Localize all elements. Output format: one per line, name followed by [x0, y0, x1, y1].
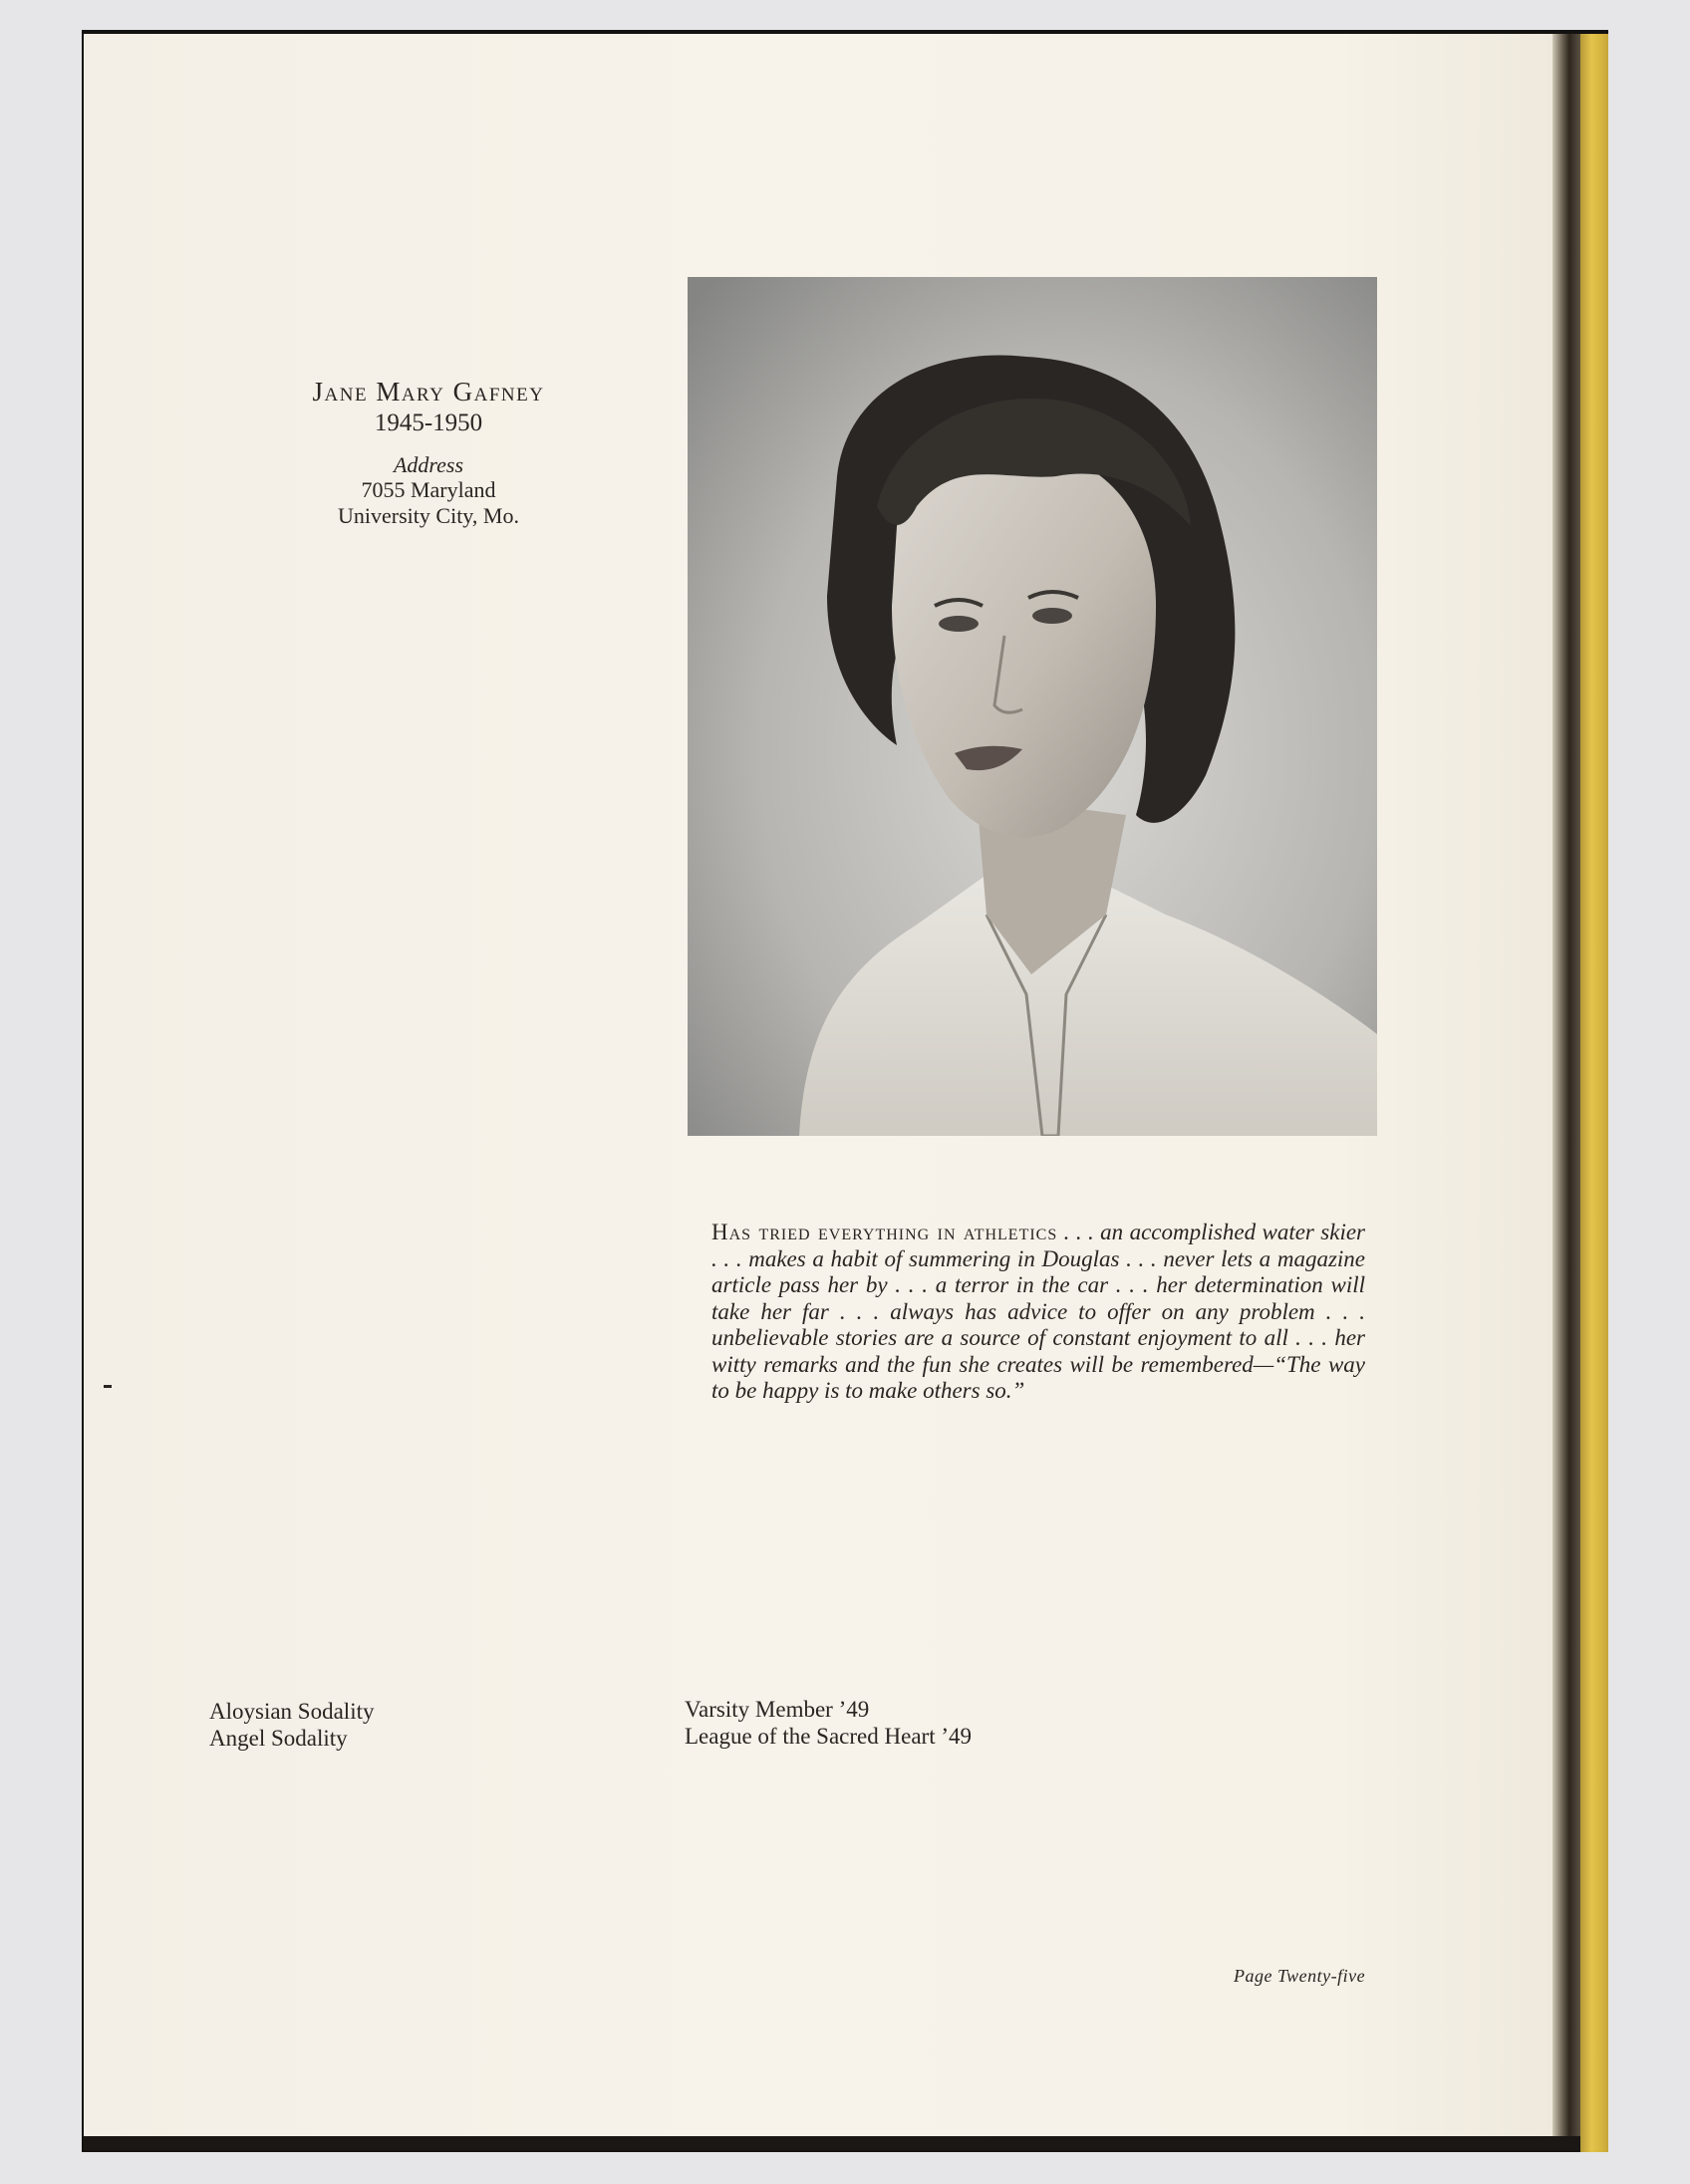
activity-item: Varsity Member ’49 — [685, 1697, 870, 1722]
activity-item: Aloysian Sodality — [209, 1699, 375, 1724]
page-bottom-edge — [84, 2136, 1580, 2150]
activity-item: Angel Sodality — [209, 1726, 348, 1751]
activities-list-left — [209, 1698, 374, 1752]
student-portrait-photo — [688, 277, 1377, 1136]
address-label: Address — [393, 451, 464, 477]
student-info-block — [179, 377, 678, 530]
book-gutter — [1552, 34, 1580, 2136]
student-name: Jane Mary Gafney — [312, 377, 545, 407]
ink-mark — [104, 1385, 112, 1388]
attendance-years: 1945-1950 — [374, 410, 483, 437]
book-cover-edge — [1580, 34, 1608, 2152]
address-city: University City, Mo. — [338, 503, 519, 529]
portrait-illustration — [688, 277, 1377, 1136]
page-number: Page Twenty-five — [1234, 1966, 1366, 1986]
description-body: . . . an accomplished water skier . . . makes a habit of summering in Douglas . . . never lets a magazine article pass her by . . . a terror in the car . . . her determination will take her far . . . always has advice to offer on any problem . . . unbelievable stories are a source of constant enjoyment to all . . . her witty remarks and the fun she creates will be remembered—“The way to be happy is to make others so.” — [711, 1220, 1365, 1403]
activity-item: League of the Sacred Heart ’49 — [685, 1724, 972, 1749]
student-description — [711, 1220, 1365, 1405]
description-lead: Has tried everything in athletics — [711, 1220, 1058, 1244]
address-street: 7055 Maryland — [361, 477, 496, 503]
activities-list-right — [685, 1696, 972, 1750]
